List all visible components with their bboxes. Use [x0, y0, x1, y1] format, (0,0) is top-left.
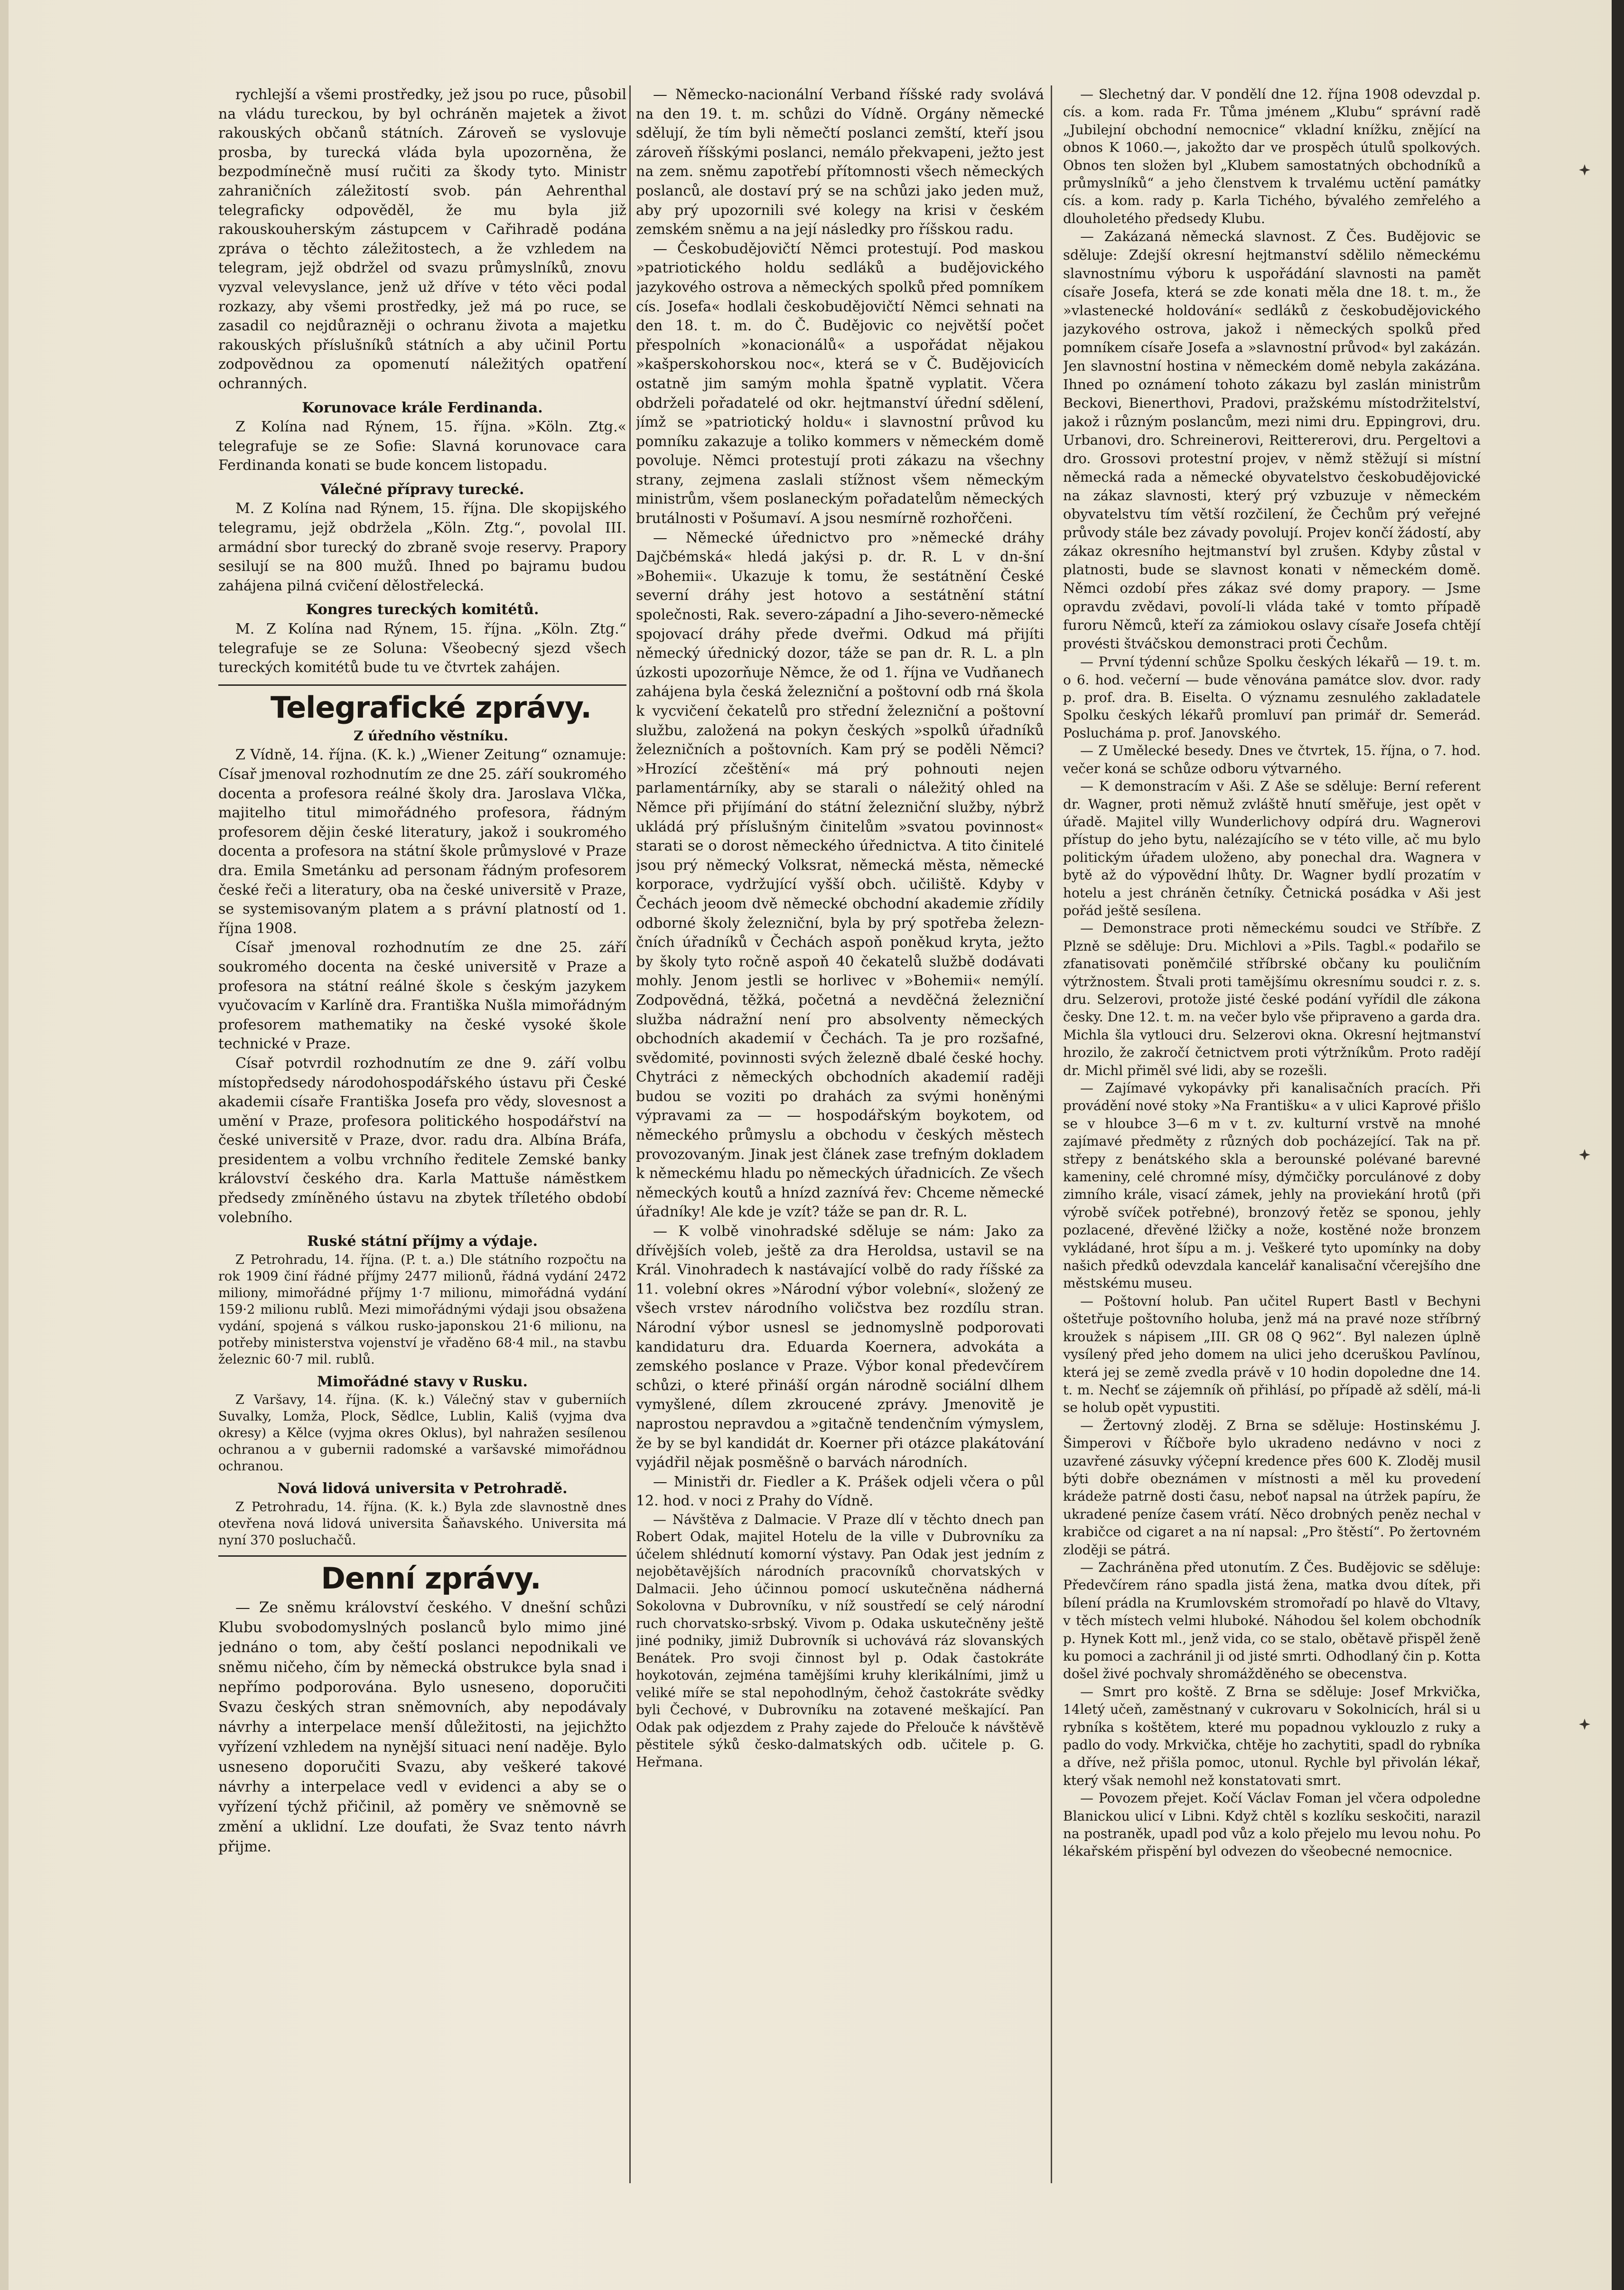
article-text: — Žertovný zloděj. Z Brna se sděluje: Hostinskému J. Šimperovi v Říčboře bylo ukradeno nedávno v noci z uzavřené zásuvky výčepní kredence přes 600 K. Zloděj musil býti dobře obeznámen v místnosti a měl ku provedení krádeže patrně dosti času, neboť napsal na útržek papíru, že ukradené peníze časem vrátí. Něco drobných peněz nechal v krabičce od cigaret a na ní napsal: „Pro štěstí“. Po žertovném zloději se pátrá.	[1063, 1417, 1481, 1558]
binding-hole-mark	[1578, 1718, 1591, 1730]
article-heading: Mimořádné stavy v Rusku.	[317, 1373, 528, 1390]
section-subtitle: Z úředního věstníku.	[354, 728, 508, 744]
article-text: Z Petrohradu, 14. října. (K. k.) Byla zde slavnostně dnes otevřena nová lidová universita Šaňavského. Universita má nyní 370 posluchačů.	[218, 1500, 626, 1548]
article-text: — Zajímavé vykopávky při kanalisačních pracích. Při provádění nové stoky »Na Františku« a v ulici Kaprové přišlo se v hloubce 3—6 m v t. zv. kulturní vrstvě na mnohé zajímavé předměty z různých dob pocházející. Tak na př. střepy z benátského skla a berounské polévané barevné kameniny, celé chromné mísy, dýmčičky porculánové z doby zimního krále, visací zámek, jehly na proviekání hrotů (při výrobě svíček potřebné), bronzový řetěz se sponou, jehly pozlacené, dřevěné lžičky a nože, kostěné nože bronzem vykládané, hrot šípu a m. j. Veškeré tyto upomínky na doby našich předků odevzdala kancelář kanalisační včerejšího dne městskému museu.	[1063, 1080, 1481, 1291]
article-text: — Německé úřednictvo pro »německé dráhy Dajčbémská« hledá jakýsi p. dr. R. L v dn-šní »Bohemii«. Ukazuje k tomu, že sestátnění České severní dráhy jest hotovo a sestátnění státní společnosti, Rak. severo-západní a Jiho-severo-německé spojovací dráhy přede dveřmi. Odkud má přijíti německý úřednický dozor, táže se pan dr. R. L. a pln úzkosti upozorňuje Němce, že od 1. října ve Vudňanech zahájena byla česká železniční a poštovní odb rná škola k vycvičení čekatelů pro střední železniční a poštovní službu, založená na pokyn českých »spolků úřadníků železničních a poštovních. Kam prý se poděli Němci? »Hrozící zčeštění« má prý pohnouti nejen parlamentárníky, aby se starali o náležitý ohled na Němce při přijímání do státní železniční služby, nýbrž ukládá prý příslušným činitelům »svatou povinnost« starati se o dorost německého úřednictva. A tito činitelé jsou prý německý Volksrat, německá města, německé korporace, vydržující vyšší obch. učiliště. Kdyby v Čechách jeoom dvě německé obchodní akademie zřídily odborné školy železniční, byla by prý spotřeba železn-čních úřadníků v Čechách aspoň poněkud kryta, ježto by školy tyto ročně aspoň 40 čekatelů službě dodávati mohly. Jenom jestli se horlivec v »Bohemii« nemýlí. Zodpovědná, těžká, početná a nevděčná železniční služba nádražní není pro absolventy německých obchodních akademií v Čechách. Ta je pro rozšafné, svědomité, povinnosti svých železně dbalé české hochy. Chytráci z německých obchodních akademií raději budou se voziti po drahách za svými honěnými výpravami za — — hospodářským boykotem, od německého průmyslu a obchodu v českých městech provozovaným. Jinak jest článek zase trefným dokladem k německému hladu po německých úřadnicích. Ze všech německých koutů a hnízd zaznívá řev: Chceme německé úřadníky! Ale kde je vzít? táže se pan dr. R. L.	[636, 529, 1044, 1221]
column-1	[218, 85, 626, 2250]
article-text: — Z Umělecké besedy. Dnes ve čtvrtek, 15. října, o 7. hod. večer koná se schůze odboru výtvarného.	[1063, 743, 1481, 776]
scan-edge-right	[1612, 0, 1624, 2290]
article-text: — Demonstrace proti německému soudci ve Stříbře. Z Plzně se sděluje: Dru. Michlovi a »Pils. Tagbl.« podařilo se zfanatisovati poněmčilé stříbrské občany ku pouličním výtržnostem. Štvali proti tamějšímu okresnímu soudci r. z. s. dru. Selzerovi, protože jisté české podání vyřídil dle zákona česky. Dne 12. t. m. na večer bylo vše připraveno a garda dra. Michla šla vytlouci dru. Selzerovi okna. Okresní hejtmanství hrozilo, že zakročí četnictvem proti výtržníkům. Proto radějí dr. Michl přiměl své lidi, aby se rozešli.	[1063, 920, 1481, 1078]
article-text: Císař jmenoval rozhodnutím ze dne 25. září soukromého docenta na české universitě v Praze a profesora na státní reálné škole s českým jazykem vyučovacím v Karlíně dra. Františka Nušla mimořádným profesorem mathematiky na české vysoké škole technické v Praze.	[218, 939, 626, 1053]
article-heading: Válečné přípravy turecké.	[320, 481, 524, 498]
article-text: — Ministři dr. Fiedler a K. Prášek odjeli včera o půl 12. hod. v noci z Prahy do Vídně.	[636, 1473, 1044, 1510]
article-text: Z Varšavy, 14. října. (K. k.) Válečný stav v guberniích Suvalky, Lomža, Plock, Sědlce, Lublin, Kališ (vyjma dva okresy) a Kělce (vyjma okres Oklus), byl nahražen sesílenou ochranou a v gubernii radomské a varšavské mimořádnou ochranou.	[218, 1393, 626, 1474]
article-text: — Poštovní holub. Pan učitel Rupert Bastl v Bechyni oštetřuje poštovního holuba, jenž má na pravé noze stříbrný kroužek s nápisem „III. GR 08 Q 962“. Byl nalezen úplně vysílený před jeho domem na ulici jeho dceruškou Pavlínou, která jej se země zvedla právě v 10 hodin dopoledne dne 14. t. m. Nechť se zájemník oň přihlásí, po případě až sdělí, má-li se holub opět vypustiti.	[1063, 1293, 1481, 1416]
column-rule-1	[629, 85, 631, 2183]
article-heading: Korunovace krále Ferdinanda.	[302, 399, 543, 416]
article-text: Z Kolína nad Rýnem, 15. října. »Köln. Ztg.« telegrafuje se ze Sofie: Slavná korunovace cara Ferdinanda konati se bude koncem listopadu.	[218, 419, 626, 474]
article-text: — K volbě vinohradské sděluje se nám: Jako za dřívějších voleb, ještě za dra Heroldsa, ustavil se na Král. Vinohradech k nastávající volbě do rady říšské za 11. volební okres »Národní výbor volební«, složený ze všech vrstev národního voličstva bez rozdílu stran. Národní výbor usnesl se jednomyslně podporovati kandidaturu dra. Eduarda Koernera, advokáta a zemského poslance v Praze. Výbor konal předevčírem schůzi, o které přináší orgán národně sociální dlhem vymyšlené, dílem zkroucené zprávy. Jmenovitě je naprostou nepravdou a »gitačně tendenčním výmyslem, že by se byl kandidát dr. Koerner při otázce plakátování vyjádřil nějak posměšně o barvách národních.	[636, 1223, 1044, 1471]
article-text: — Německo-nacionální Verband říšské rady svolává na den 19. t. m. schůzi do Vídně. Orgány německé sdělují, že tím byli němečtí poslanci zemští, kteří jsou zároveň říšskými poslanci, nemálo překvapeni, ježto jest na zem. sněmu zapotřebí přítomnosti všech německých poslanců, ale dostaví prý se na schůzi jako jeden muž, aby prý upozornili své kolegy na krisi v českém zemském sněmu a na její následky pro říšskou radu.	[636, 86, 1044, 238]
article-text: — Českobudějovičtí Němci protestují. Pod maskou »patriotického holdu sedláků a budějovického jazykového ostrova a německých spolků před pomníkem cís. Josefa« hodlali českobudějovičtí Němci sehnati na den 18. t. m. do Č. Budějovic co největší počet přespolních »konacionálů« a uspořádat nějakou »kašperskohorskou noc«, která se v Č. Budějovicích ostatně jim samým mohla špatně vyplatit. Včera obdrželi pořadatelé od okr. hejtmanství úřední sdělení, jímž se »patriotický holdu« i slavnostní průvod ku pomníku zakazuje a toliko kommers v německém domě povoluje. Němci protestují proti zákazu na všechny strany, zejmena zaslali stížnost všem německým ministrům, všem poslaneckým pořadatelům německých brutálnosti v Pošumaví. A jsou nesmírně rozhořčeni.	[636, 240, 1044, 527]
article-text: — Zakázaná německá slavnost. Z Čes. Budějovic se sděluje: Zdejší okresní hejtmanství sdělilo německému slavnostnímu výboru k uspořádání slavnosti na pamět císaře Josefa, která se zde konati měla dne 18. t. m., že »vlastenecké holdování« sedláků z českobudějovického jazykového ostrova, jakož i německých spolků před pomníkem císaře Josefa a »slavnostní průvod« byl zakázán. Jen slavnostní hostina v německém domě nebyla zakázána. Ihned po oznámení tohoto zákazu byl zaslán ministrům Beckovi, Bienerthovi, Pradovi, pražskému místodržitelství, jakož i různým poslancům, mezi nimi dru. Eppingrovi, dru. Urbanovi, dro. Schreinerovi, Reittererovi, dru. Pergeltovi a dro. Grossovi protestní projev, v němž stěžují si místní německá rada a německé obyvatelstvo českobudějovické na zákaz slavnosti, který prý vzbuzuje v německém obyvatelstvu tím větší rozčilení, že Čechům prý veřejné průvody stále bez závady povolují. Projev končí žádostí, aby zákaz okresního hejtmanství byl zrušen. Kdyby zůstal v platnosti, bude se slavnost konati v německém domě. Němci ozdobí přes zákaz své domy prapory. — Jsme opravdu zvědavi, povolí-li vláda také v tomto případě furoru Němců, kteří za zámiokou oslavy císaře Josefa chtějí provésti štváčskou demonstraci proti Čechům.	[1063, 228, 1481, 652]
column-3	[1063, 85, 1481, 2250]
column-rule-2	[1051, 85, 1052, 2183]
section-title-telegraficke: Telegrafické zprávy.	[218, 684, 626, 727]
article-text: Císař potvrdil rozhodnutím ze dne 9. září volbu místopředsedy národohospodářského ústavu při České akademii císaře Františka Josefa pro vědy, slovesnost a umění v Praze, profesora politického hospodářství na české universitě v Praze, dvor. radu dra. Albína Bráfa, presidentem a volbu vrchního ředitele Zemské banky království českého dra. Karla Mattuše náměstkem předsedy zmíněného ústavu na zbytek tříletého období volebního.	[218, 1055, 626, 1226]
article-text: — Návštěva z Dalmacie. V Praze dlí v těchto dnech pan Robert Odak, majitel Hotelu de la ville v Dubrovníku za účelem shlédnutí komorní výstavy. Pan Odak jest jedním z nejobětavějších národních pracovníků chorvatských v Dalmacii. Jeho účinnou pomocí uskutečněna nádherná Sokolovna v Dubrovníku, v níž soustředí se celý národní ruch chorvatsko-srbský. Vivom p. Odaka uskutečněny ještě jiné podniky, jimiž Dubrovník si uchovává ráz slovanských Benátek. Pro svoji činnost byl p. Odak častokráte hoykotován, zejména tamějšími kruhy klerikálními, jimž u veliké míře se stal nepohodlným, čehož častokráte svědky byli Čechové, v Dubrovníku na zotavené meškající. Pan Odak pak odjezdem z Prahy zajede do Přelouče k návštěvě pěstitele sýků česko-dalmatských odb. učitele p. G. Heřmana.	[636, 1511, 1044, 1770]
article-text: — Slechetný dar. V pondělí dne 12. října 1908 odevzdal p. cís. a kom. rada Fr. Tůma jménem „Klubu“ správní radě „Jubilejní obchodní nemocnice“ vkladní knížku, znějící na obnos K 1060.—, jakožto dar ve prospěch útulů spolkových. Obnos ten složen byl „Klubem samostatných obchodníků a průmyslníků“ a jeho členstvem k trvalému uctění památky cís. a kom. rady p. Karla Tichého, bývalého zemřelého a dlouholetého předsedy Klubu.	[1063, 86, 1481, 226]
article-text: — K demonstracím v Aši. Z Aše se sděluje: Berní referent dr. Wagner, proti němuž zvláště hnutí směřuje, jest opět v úřadě. Majitel villy Wunderlichovy odpírá dru. Wagnerovi přístup do jeho bytu, nalézajícího se v této ville, ač mu bylo politickým úřadem uloženo, aby ponechal dra. Wagnera v bytě až do výpovědní lhůty. Dr. Wagner bydlí prozatím v hotelu a jest chráněn četníky. Četnická posádka v Aši jest pořád ještě sesílena.	[1063, 778, 1481, 918]
article-heading: Ruské státní příjmy a výdaje.	[307, 1233, 538, 1250]
article-text: Z Vídně, 14. října. (K. k.) „Wiener Zeitung“ oznamuje: Císař jmenoval rozhodnutím ze dne 25. září soukromého docenta a profesora reálné školy dra. Jaroslava Vlčka, majitelho titul mimořádného profesora, řádným profesorem dějin české literatury, jakož i soukromého docenta a profesora na státní škole průmyslové v Praze dra. Emila Smetánku ad personam řádným profesorem české řeči a literatury, oba na české universitě v Praze, se systemisovaným platem a s právní platností od 1. října 1908.	[218, 747, 626, 937]
binding-hole-mark	[1578, 1149, 1591, 1161]
scan-edge-left	[0, 0, 9, 2290]
article-text: M. Z Kolína nad Rýnem, 15. října. Dle skopijského telegramu, jejž obdržela „Köln. Ztg.“, povolal III. armádní sbor turecký do zbraně svoje reservy. Prapory sesilují se na 800 mužů. Ihned po bajramu budou zahájena pilná cvičení dělostřelecká.	[218, 500, 626, 594]
article-text: — Povozem přejet. Kočí Václav Foman jel včera odpoledne Blanickou ulicí v Libni. Když chtěl s kozlíku seskočiti, narazil na postraněk, upadl pod vůz a kolo přejelo mu levou nohu. Po lékařském přispění byl odvezen do všeobecné nemocnice.	[1063, 1790, 1481, 1860]
article-heading: Nová lidová universita v Petrohradě.	[277, 1480, 568, 1497]
article-heading: Kongres tureckých komitétů.	[306, 601, 539, 618]
article-text: — Ze sněmu království českého. V dnešní schůzi Klubu svobodomyslných poslanců bylo mimo jiné jednáno o tom, aby čeští poslanci nepodnikali ve sněmu ničeho, čím by německá obstrukce byla snad i nepřímo podporována. Bylo usneseno, doporučiti Svazu českých stran sněmovních, aby nepodávaly návrhy a interpelace menší důležitosti, na jejichžto vyřízení vzhledem na nynější situaci není naděje. Bylo usneseno doporučiti Svazu, aby veškeré takové návrhy a interpelace vedl v evidenci a aby se o vyřízení týchž přičinil, až poměry ve sněmovně se změní a uklidní. Lze doufati, že Svaz tento návrh přijme.	[218, 1599, 626, 1856]
article-text: M. Z Kolína nad Rýnem, 15. října. „Köln. Ztg.“ telegrafuje se ze Soluna: Všeobecný sjezd všech tureckých komitétů bude tu ve čtvrtek zahájen.	[218, 621, 626, 676]
column-2	[636, 85, 1044, 2250]
article-text: — První týdenní schůze Spolku českých lékařů — 19. t. m. o 6. hod. večerní — bude věnována památce slov. dvor. rady p. prof. dra. B. Eiselta. O významu zesnulého zakladatele Spolku českých lékařů promluví pan primář dr. Semerád. Poslucháma p. prof. Janovského.	[1063, 654, 1481, 741]
article-text: — Zachráněna před utonutím. Z Čes. Budějovic se sděluje: Předevčírem ráno spadla jistá žena, matka dvou dítek, při bílení prádla na Krumlovském stromořadí po hlavě do Vltavy, v těch místech velmi hluboké. Náhodou šel kolem obchodník p. Hynek Kott ml., jenž vida, co se stalo, obětavě přispěl ženě ku pomoci a zachránil ji od jisté smrti. Odhodlaný čin p. Kotta došel živé pochvaly shromážděného se obecenstva.	[1063, 1559, 1481, 1682]
article-text: Z Petrohradu, 14. října. (P. t. a.) Dle státního rozpočtu na rok 1909 činí řádné příjmy 2477 milionů, řádná vydání 2472 miliony, mimořádné příjmy 1·7 milionu, mimořádná vydání 159·2 milionu rublů. Mezi mimořádnými výdaji jsou obsažena vydání, spojená s válkou rusko-japonskou 21·6 milionu, na potřeby ministerstva vojenství je vřaděno 68·4 mil., na stavbu železnic 60·7 mil. rublů.	[218, 1252, 626, 1367]
article-text: rychlejší a všemi prostředky, jež jsou po ruce, působil na vládu tureckou, by byl ochráněn majetek a život rakouských občanů státních. Zároveň se vyslovuje prosba, by turecká vláda byla upozorněna, že bezpodmínečně musí ručiti za škody tyto. Ministr zahraničních záležitostí svob. pán Aehrenthal telegraficky odpověděl, že mu byla již rakouskouherským zástupcem v Cařihradě podána zpráva o těchto záležitostech, a že vzhledem na telegram, jejž obdržel od svazu průmyslníků, znovu vyzval velevyslance, jenž už dříve v této věci podal rozkazy, aby všemi prostředky, jež má po ruce, se zasadil co nejdůrazněji o ochranu života a majetku rakouských příslušníků státních a aby učinil Portu zodpovědnou za opomenutí náležitých opatření ochranných.	[218, 86, 626, 392]
article-text: — Smrt pro koště. Z Brna se sděluje: Josef Mrkvička, 14letý učeň, zaměstnaný v cukrovaru v Sokolnicích, hrál si u rybníka s koštětem, které mu popadnou vyklouzlo z ruky a padlo do vody. Mrkvička, chtěje ho zachytiti, spadl do rybníka a dříve, než přišla pomoc, utonul. Rychle byl přivolán lékař, který však nemohl než konstatovati smrt.	[1063, 1683, 1481, 1788]
binding-hole-mark	[1578, 164, 1591, 176]
section-title-denni: Denní zprávy.	[218, 1555, 626, 1598]
